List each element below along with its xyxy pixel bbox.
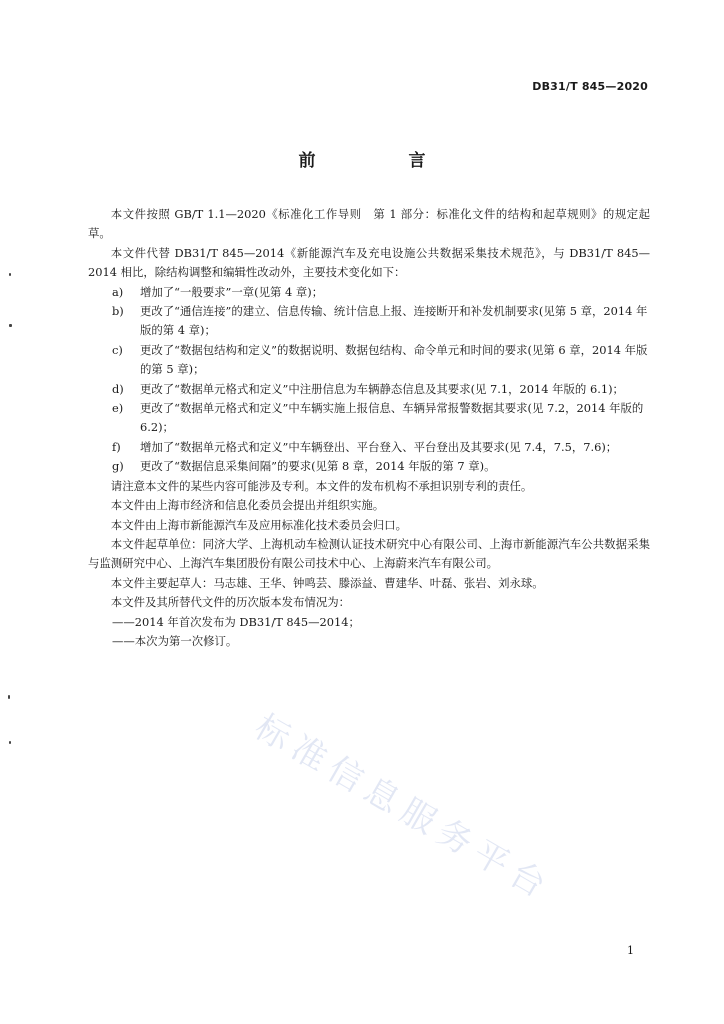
scan-mark (9, 324, 12, 327)
paragraph-committee: 本文件由上海市新能源汽车及应用标准化技术委员会归口。 (110, 517, 407, 532)
list-item-text: 更改了“数据信息采集间隔”的要求(见第 8 章，2014 年版的第 7 章)。 (140, 459, 496, 474)
history-item: ——本次为第一次修订。 (112, 633, 238, 648)
document-code: DB31/T 845—2020 (532, 80, 648, 93)
list-item-text: 更改了“数据单元格式和定义”中车辆实施上报信息、车辆异常报警数据其要求(见 7.2，2014 年版的 6.2)； (140, 401, 644, 435)
list-item (88, 399, 650, 438)
watermark: 标准信息服务平台 (248, 706, 559, 910)
list-item-text: 增加了“一般要求”一章(见第 4 章)； (140, 284, 324, 299)
change-list (88, 283, 650, 477)
list-marker: b) (112, 304, 124, 319)
list-item-text: 更改了“通信连接”的建立、信息传输、统计信息上报、连接断开和补发机制要求(见第 5 章，2014 年版的第 4 章)； (140, 304, 648, 338)
list-marker: g) (112, 459, 124, 474)
list-marker: a) (112, 284, 124, 299)
history-item: ——2014 年首次发布为 DB31/T 845—2014； (112, 614, 360, 629)
page-number: 1 (627, 944, 634, 957)
paragraph-drafting-rules: 本文件按照 GB/T 1.1—2020《标准化工作导则 第 1 部分：标准化文件的结构和起草规则》的规定起草。 (88, 207, 650, 241)
list-item (88, 380, 650, 399)
paragraph-proposer: 本文件由上海市经济和信息化委员会提出并组织实施。 (110, 498, 385, 513)
list-item (88, 302, 650, 341)
document-body (88, 205, 650, 651)
list-item (88, 283, 650, 302)
list-item (88, 457, 650, 476)
paragraph-version-history: 本文件及其所替代文件的历次版本发布情况为： (110, 595, 351, 610)
list-item-text: 增加了“数据单元格式和定义”中车辆登出、平台登入、平台登出及其要求(见 7.4，7.5，7.6)； (140, 439, 618, 454)
scan-mark (9, 273, 11, 276)
paragraph-drafters: 本文件主要起草人：马志雄、王华、钟鸣芸、滕添益、曹建华、叶磊、张岩、刘永球。 (110, 575, 544, 590)
list-marker: d) (112, 381, 124, 396)
list-marker: e) (112, 401, 124, 416)
paragraph-replacement: 本文件代替 DB31/T 845—2014《新能源汽车及充电设施公共数据采集技术规范》，与 DB31/T 845—2014 相比，除结构调整和编辑性改动外，主要技术变化如下： (88, 245, 650, 280)
list-item (88, 438, 650, 457)
scan-mark (9, 741, 11, 744)
page-title: 前 言 (298, 151, 464, 171)
scan-mark (8, 695, 10, 699)
list-marker: c) (112, 342, 123, 357)
paragraph-patent-notice: 请注意本文件的某些内容可能涉及专利。本文件的发布机构不承担识别专利的责任。 (110, 478, 533, 493)
list-item-text: 更改了“数据单元格式和定义”中注册信息为车辆静态信息及其要求(见 7.1，2014 年版的 6.1)； (140, 381, 624, 396)
paragraph-drafting-units: 本文件起草单位：同济大学、上海机动车检测认证技术研究中心有限公司、上海市新能源汽车公共数据采集与监测研究中心、上海汽车集团股份有限公司技术中心、上海蔚来汽车有限公司。 (88, 536, 650, 571)
list-marker: f) (112, 439, 121, 454)
list-item (88, 341, 650, 380)
list-item-text: 更改了“数据包结构和定义”的数据说明、数据包结构、命令单元和时间的要求(见第 6 章，2014 年版的第 5 章)； (140, 342, 648, 377)
